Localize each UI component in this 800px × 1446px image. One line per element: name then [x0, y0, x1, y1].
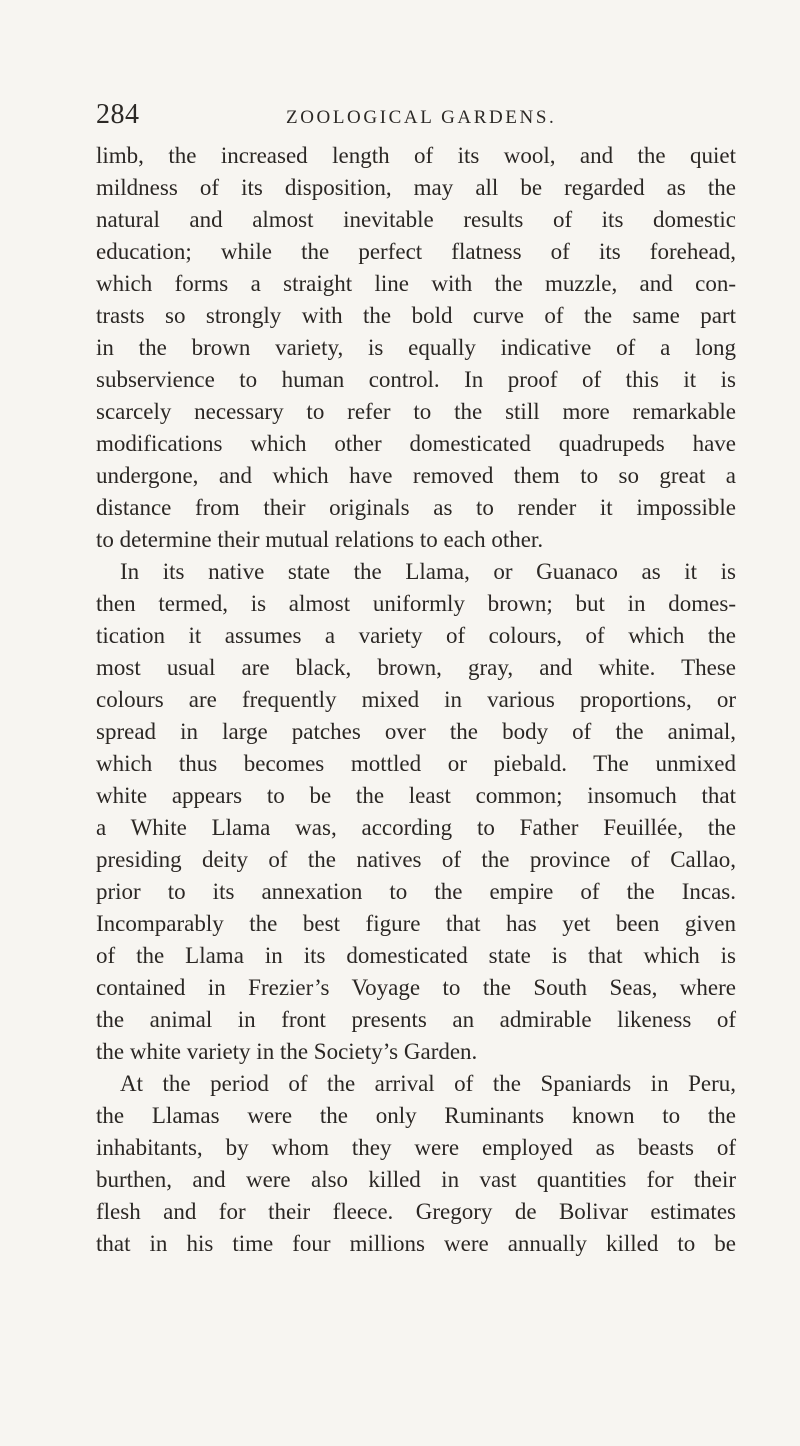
- text-line: the Llamas were the only Ruminants known to the: [96, 1103, 736, 1128]
- paragraph-start-line: At the period of the arrival of the Spaniards in Peru,: [120, 1071, 736, 1096]
- text-line: Incomparably the best figure that has yet been given: [96, 911, 736, 936]
- text-line: that in his time four millions were annually killed to be: [96, 1231, 736, 1256]
- text-line: mildness of its disposition, may all be regarded as the: [96, 175, 736, 200]
- text-line: education; while the perfect flatness of its forehead,: [96, 239, 736, 264]
- text-line: contained in Frezier’s Voyage to the South Seas, where: [96, 975, 736, 1000]
- text-line: presiding deity of the natives of the province of Callao,: [96, 847, 736, 872]
- text-line: tication it assumes a variety of colours, of which the: [96, 623, 736, 648]
- text-line: burthen, and were also killed in vast quantities for their: [96, 1167, 736, 1192]
- text-line: most usual are black, brown, gray, and white. These: [96, 655, 736, 680]
- paragraph-start-line: In its native state the Llama, or Guanaco as it is: [120, 559, 736, 584]
- text-line: to determine their mutual relations to each other.: [96, 527, 544, 552]
- text-line: the white variety in the Society’s Garden.: [96, 1039, 478, 1064]
- text-line: limb, the increased length of its wool, and the quiet: [96, 143, 736, 168]
- text-line: of the Llama in its domesticated state is that which is: [96, 943, 736, 968]
- text-line: distance from their originals as to render it impossible: [96, 495, 736, 520]
- text-line: a White Llama was, according to Father Feuillée, the: [96, 815, 736, 840]
- text-line: colours are frequently mixed in various proportions, or: [96, 687, 736, 712]
- text-line: then termed, is almost uniformly brown; but in domes-: [96, 591, 736, 616]
- running-title: ZOOLOGICAL GARDENS.: [286, 107, 557, 128]
- text-line: scarcely necessary to refer to the still more remarkable: [96, 399, 736, 424]
- text-line: prior to its annexation to the empire of the Incas.: [96, 879, 736, 904]
- text-line: trasts so strongly with the bold curve of the same part: [96, 303, 736, 328]
- text-line: undergone, and which have removed them to so great a: [96, 463, 736, 488]
- text-line: in the brown variety, is equally indicative of a long: [96, 335, 736, 360]
- text-line: spread in large patches over the body of the animal,: [96, 719, 736, 744]
- running-header: [96, 98, 716, 138]
- text-line: which thus becomes mottled or piebald. The unmixed: [96, 751, 736, 776]
- text-line: the animal in front presents an admirable likeness of: [96, 1007, 736, 1032]
- text-line: flesh and for their fleece. Gregory de Bolivar estimates: [96, 1199, 736, 1224]
- text-line: which forms a straight line with the muzzle, and con-: [96, 271, 736, 296]
- page-number: 284: [96, 99, 140, 130]
- text-line: inhabitants, by whom they were employed as beasts of: [96, 1135, 736, 1160]
- text-line: natural and almost inevitable results of its domestic: [96, 207, 736, 232]
- page-body-text: [96, 140, 736, 1260]
- text-line: modifications which other domesticated quadrupeds have: [96, 431, 736, 456]
- text-line: subservience to human control. In proof of this it is: [96, 367, 736, 392]
- text-line: white appears to be the least common; insomuch that: [96, 783, 736, 808]
